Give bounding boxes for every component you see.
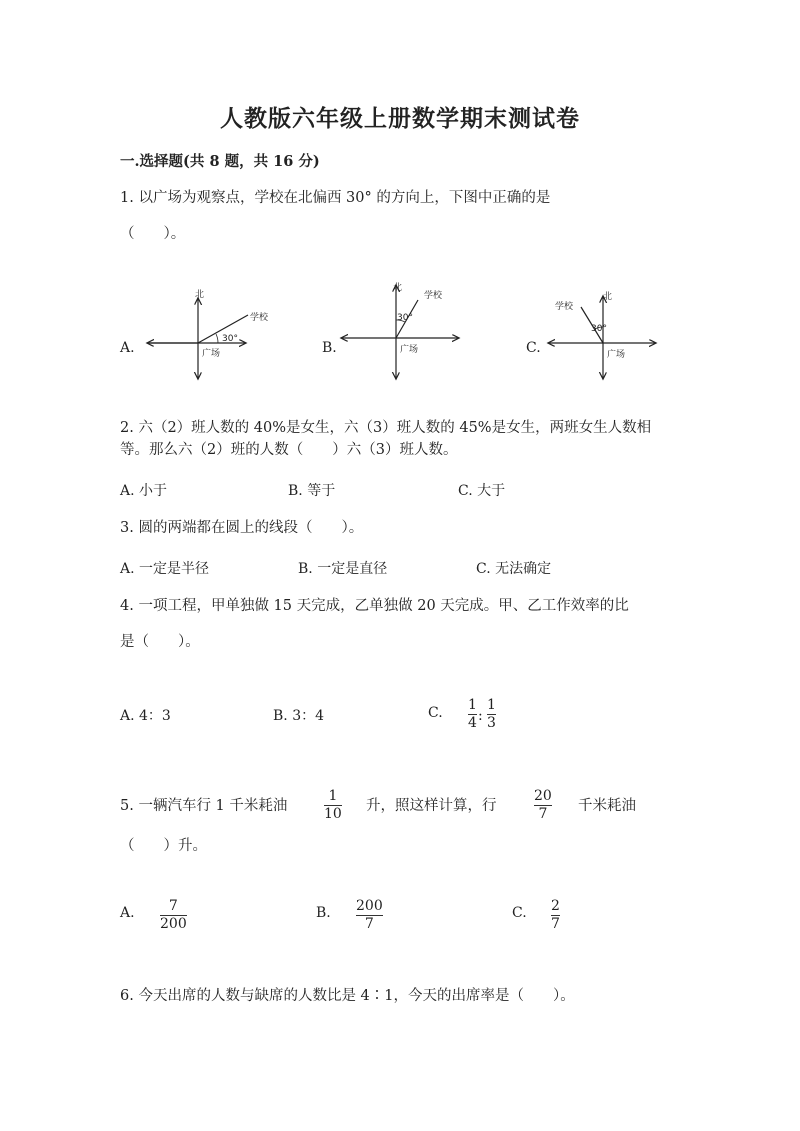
denominator: 7 <box>364 916 374 932</box>
q5-option-c-label: C. <box>512 905 527 921</box>
numerator: 200 <box>356 898 383 914</box>
q1-a-angle-label: 30° <box>222 334 238 344</box>
q1-option-c-diagram <box>545 285 695 385</box>
denominator: 10 <box>324 806 342 822</box>
q2-option-c: C. 大于 <box>458 483 506 499</box>
question-4-text-cont: 是（ ）。 <box>120 634 200 650</box>
q2-option-b: B. 等于 <box>288 483 336 499</box>
q4-option-c-label: C. <box>428 705 443 721</box>
question-6-text: 6. 今天出席的人数与缺席的人数比是 4∶1，今天的出席率是（ ）。 <box>120 988 575 1004</box>
q3-option-b: B. 一定是直径 <box>298 561 388 577</box>
q5-option-b-fraction <box>356 899 383 932</box>
denominator: 200 <box>160 916 187 932</box>
q4-c-fraction-1 <box>468 698 477 731</box>
q3-option-c: C. 无法确定 <box>476 561 552 577</box>
q4-option-a: A. 4：3 <box>120 708 171 724</box>
q5-option-b-label: B. <box>316 905 331 921</box>
q1-b-square-label: 广场 <box>400 345 419 355</box>
page-title: 人教版六年级上册数学期末测试卷 <box>220 105 580 132</box>
denominator: 4 <box>468 715 477 731</box>
numerator: 1 <box>328 788 338 804</box>
q1-option-a-diagram <box>140 285 290 385</box>
question-3-text: 3. 圆的两端都在圆上的线段（ ）。 <box>120 520 364 536</box>
question-4-text: 4. 一项工程，甲单独做 15 天完成，乙单独做 20 天完成。甲、乙工作效率的比 <box>120 598 629 614</box>
question-2-text: 2. 六（2）班人数的 40%是女生，六（3）班人数的 45%是女生，两班女生人数相 <box>120 420 652 436</box>
q1-b-north-label: 北 <box>393 283 403 293</box>
q1-a-north-label: 北 <box>195 290 205 300</box>
question-5-text-end: 千米耗油 <box>578 798 636 814</box>
q4-c-fraction-2 <box>487 698 496 731</box>
q5-option-a-label: A. <box>120 905 135 921</box>
q1-b-school-label: 学校 <box>424 291 443 301</box>
q1-option-b-diagram <box>338 280 488 380</box>
question-5-blank: （ ）升。 <box>120 838 207 854</box>
denominator: 7 <box>538 806 548 822</box>
q5-fraction-2 <box>534 789 552 822</box>
q5-option-a-fraction <box>160 899 187 932</box>
q1-a-square-label: 广场 <box>202 349 221 359</box>
q4-option-b: B. 3：4 <box>273 708 325 724</box>
numerator: 20 <box>534 788 552 804</box>
numerator: 1 <box>468 697 477 713</box>
section-heading: 一.选择题(共 8 题，共 16 分) <box>120 153 320 170</box>
q2-option-a: A. 小于 <box>120 483 168 499</box>
q3-option-a: A. 一定是半径 <box>120 561 210 577</box>
q1-c-school-label: 学校 <box>555 302 574 312</box>
question-5-text-mid: 升，照这样计算，行 <box>366 798 497 814</box>
q1-c-north-label: 北 <box>603 292 613 302</box>
question-1-text: 1. 以广场为观察点，学校在北偏西 30° 的方向上，下图中正确的是 <box>120 190 551 206</box>
q1-option-a-label: A. <box>120 340 135 356</box>
q4-c-ratio-separator: : <box>478 708 483 724</box>
question-2-text-cont: 等。那么六（2）班的人数（ ）六（3）班人数。 <box>120 442 458 458</box>
question-5-text: 5. 一辆汽车行 1 千米耗油 <box>120 798 288 814</box>
q1-c-angle-label: 30° <box>591 324 607 334</box>
q1-a-school-label: 学校 <box>250 313 269 323</box>
question-1-blank: （ ）。 <box>120 226 186 242</box>
q5-option-c-fraction <box>551 899 560 932</box>
denominator: 7 <box>551 916 560 932</box>
q1-option-c-label: C. <box>526 340 541 356</box>
numerator: 7 <box>168 898 178 914</box>
q1-b-angle-label: 30° <box>397 313 413 323</box>
numerator: 1 <box>487 697 496 713</box>
q1-option-b-label: B. <box>322 340 337 356</box>
numerator: 2 <box>551 898 560 914</box>
q5-fraction-1 <box>324 789 342 822</box>
q1-c-square-label: 广场 <box>607 350 626 360</box>
denominator: 3 <box>487 715 496 731</box>
